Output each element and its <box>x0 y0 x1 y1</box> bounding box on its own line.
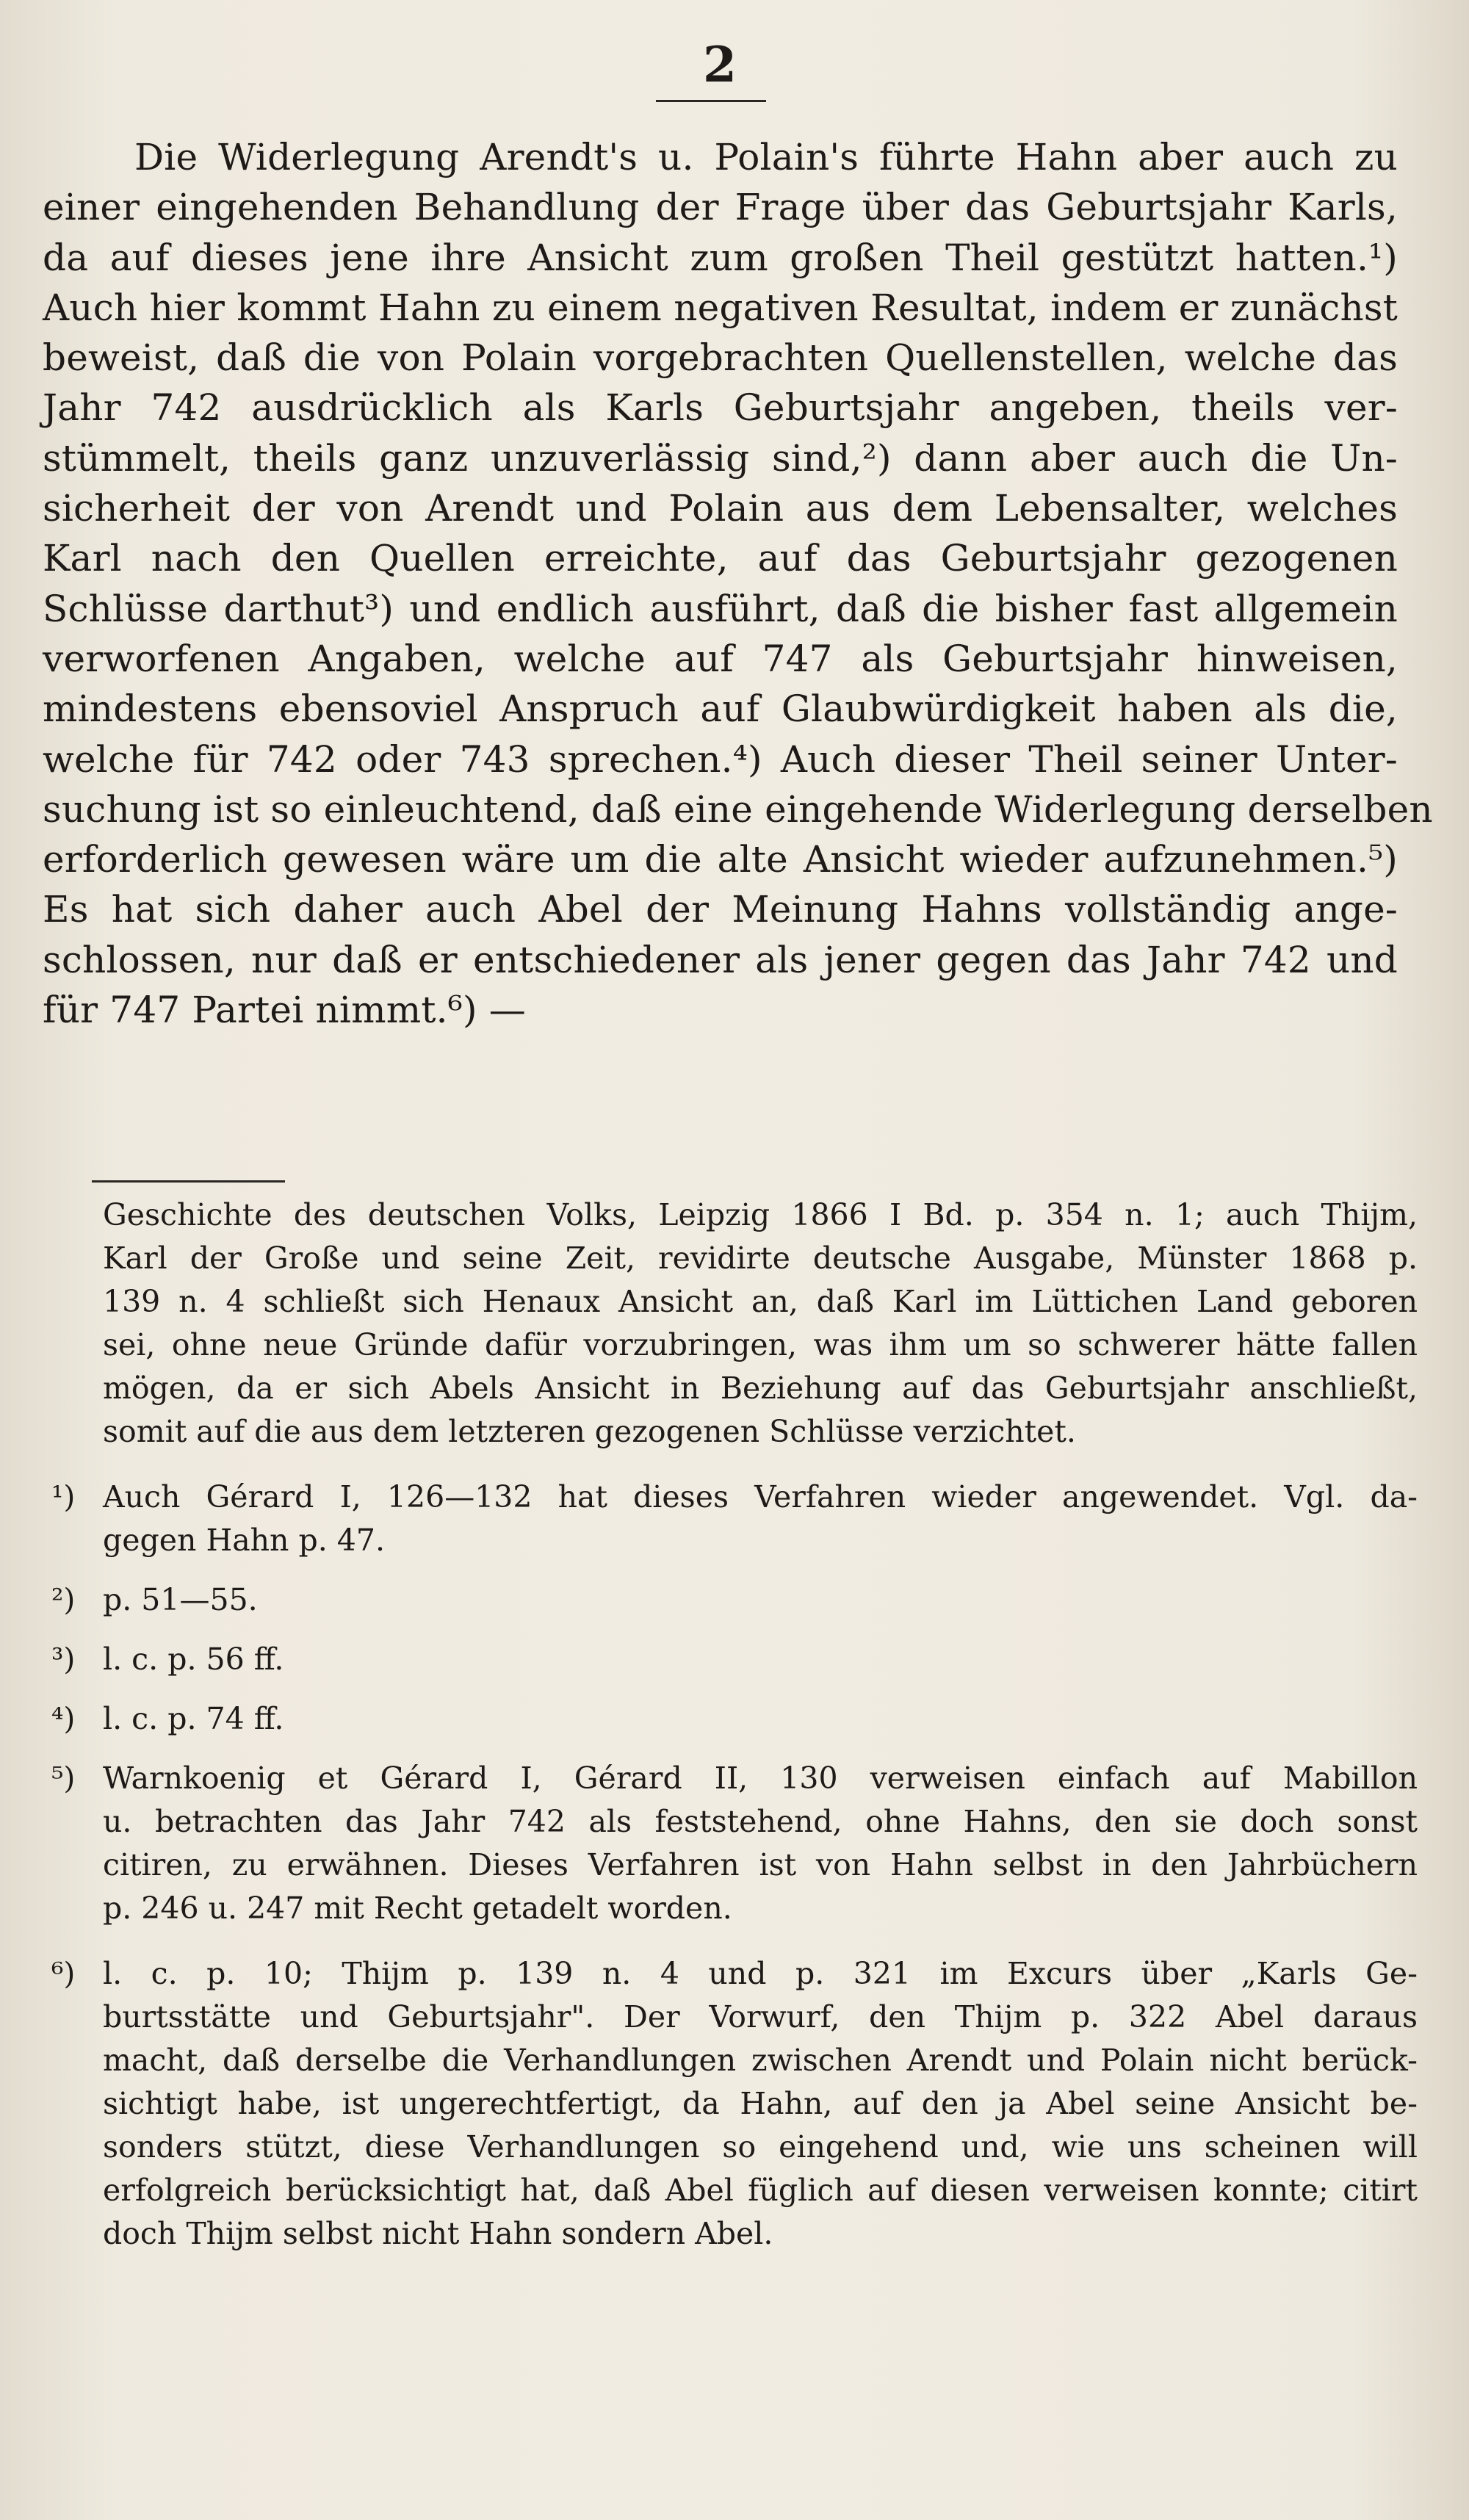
page-number-rule <box>656 100 766 102</box>
body-line: Die Widerlegung Arendt's u. Polain's führte Hahn aber auch zu <box>134 136 1398 178</box>
footnote-1 <box>51 1476 1418 1562</box>
footnote-marker: ⁴) <box>51 1701 76 1736</box>
footnote-line: mögen, da er sich Abels Ansicht in Beziehung auf das Geburtsjahr anschließt, <box>103 1371 1418 1406</box>
body-line: welche für 742 oder 743 sprechen.⁴) Auch dieser Theil seiner Unter- <box>43 737 1398 781</box>
footnote-line: gegen Hahn p. 47. <box>103 1523 386 1558</box>
body-line: erforderlich gewesen wäre um die alte Ansicht wieder aufzunehmen.⁵) <box>43 838 1398 881</box>
footnote-line: macht, daß derselbe die Verhandlungen zwischen Arendt und Polain nicht berück- <box>103 2043 1418 2078</box>
body-line: Jahr 742 ausdrücklich als Karls Geburtsjahr angeben, theils ver- <box>43 386 1398 430</box>
footnote-line: sonders stützt, diese Verhandlungen so eingehend und, wie uns scheinen will <box>103 2129 1418 2165</box>
footnote-marker: ³) <box>51 1642 76 1677</box>
footnote-line: citiren, zu erwähnen. Dieses Verfahren ist von Hahn selbst in den Jahrbüchern <box>103 1847 1418 1882</box>
footnote-2 <box>51 1578 1418 1622</box>
body-text <box>43 132 1433 1035</box>
footnote-line: sei, ohne neue Gründe dafür vorzubringen, was ihm um so schwerer hätte fallen <box>103 1327 1418 1362</box>
footnote-line: l. c. p. 56 ff. <box>103 1642 284 1677</box>
body-line: da auf dieses jene ihre Ansicht zum großen Theil gestützt hatten.¹) <box>43 236 1398 279</box>
footnote-marker: ⁵) <box>51 1761 76 1796</box>
body-line: Karl nach den Quellen erreichte, auf das Geburtsjahr gezogenen <box>43 537 1398 580</box>
footnote-line: somit auf die aus dem letzteren gezogenen Schlüsse verzichtet. <box>103 1414 1076 1449</box>
body-line: Es hat sich daher auch Abel der Meinung Hahns vollständig ange- <box>43 888 1398 931</box>
footnote-marker: ²) <box>51 1582 76 1617</box>
footnote-line: p. 51—55. <box>103 1582 258 1617</box>
body-line: Auch hier kommt Hahn zu einem negativen Resultat, indem er zunächst <box>43 286 1398 329</box>
body-line: sicherheit der von Arendt und Polain aus dem Lebensalter, welches <box>43 487 1398 530</box>
footnote-line: u. betrachten das Jahr 742 als feststehend, ohne Hahns, den sie doch sonst <box>103 1804 1418 1839</box>
footnote-line: burtsstätte und Geburtsjahr". Der Vorwurf, den Thijm p. 322 Abel daraus <box>103 1999 1418 2035</box>
footnote-marker: ⁶) <box>51 1956 76 1991</box>
body-line: schlossen, nur daß er entschiedener als jener gegen das Jahr 742 und <box>43 938 1398 981</box>
body-line: mindestens ebensoviel Anspruch auf Glaubwürdigkeit haben als die, <box>43 687 1398 731</box>
body-line: Schlüsse darthut³) und endlich ausführt, daß die bisher fast allgemein <box>43 587 1398 630</box>
footnote-line: l. c. p. 74 ff. <box>103 1701 284 1736</box>
footnote-5 <box>51 1757 1418 1930</box>
footnote-continuation <box>51 1194 1418 1454</box>
footnote-line: Warnkoenig et Gérard I, Gérard II, 130 verweisen einfach auf Mabillon <box>103 1761 1418 1796</box>
footnote-line: p. 246 u. 247 mit Recht getadelt worden. <box>103 1891 732 1926</box>
body-line: suchung ist so einleuchtend, daß eine eingehende Widerlegung derselben <box>43 787 1433 831</box>
footnote-separator <box>92 1180 285 1183</box>
body-line: stümmelt, theils ganz unzuverlässig sind,²) dann aber auch die Un- <box>43 436 1398 480</box>
footnotes <box>51 1194 1418 2256</box>
footnote-line: Auch Gérard I, 126—132 hat dieses Verfahren wieder angewendet. Vgl. da- <box>103 1479 1418 1514</box>
footnote-line: 139 n. 4 schließt sich Henaux Ansicht an, daß Karl im Lüttichen Land geboren <box>103 1284 1418 1319</box>
footnote-marker: ¹) <box>51 1479 76 1514</box>
body-line: verworfenen Angaben, welche auf 747 als Geburtsjahr hinweisen, <box>43 637 1398 680</box>
body-line: für 747 Partei nimmt.⁶) — <box>43 989 526 1032</box>
footnote-4 <box>51 1697 1418 1741</box>
footnote-line: l. c. p. 10; Thijm p. 139 n. 4 und p. 321 im Excurs über „Karls Ge- <box>103 1956 1418 1991</box>
footnote-3 <box>51 1638 1418 1681</box>
footnote-line: erfolgreich berücksichtigt hat, daß Abel füglich auf diesen verweisen konnte; citirt <box>103 2173 1418 2208</box>
footnote-line: Geschichte des deutschen Volks, Leipzig 1866 I Bd. p. 354 n. 1; auch Thijm, <box>103 1197 1418 1232</box>
footnote-line: doch Thijm selbst nicht Hahn sondern Abel. <box>103 2216 773 2251</box>
body-line: beweist, daß die von Polain vorgebrachten Quellenstellen, welche das <box>43 336 1398 380</box>
page-number: 2 <box>703 36 737 93</box>
footnote-line: sichtigt habe, ist ungerechtfertigt, da Hahn, auf den ja Abel seine Ansicht be- <box>103 2086 1418 2121</box>
footnote-6 <box>51 1952 1418 2256</box>
footnote-line: Karl der Große und seine Zeit, revidirte deutsche Ausgabe, Münster 1868 p. <box>103 1241 1418 1276</box>
body-line: einer eingehenden Behandlung der Frage über das Geburtsjahr Karls, <box>43 186 1398 229</box>
